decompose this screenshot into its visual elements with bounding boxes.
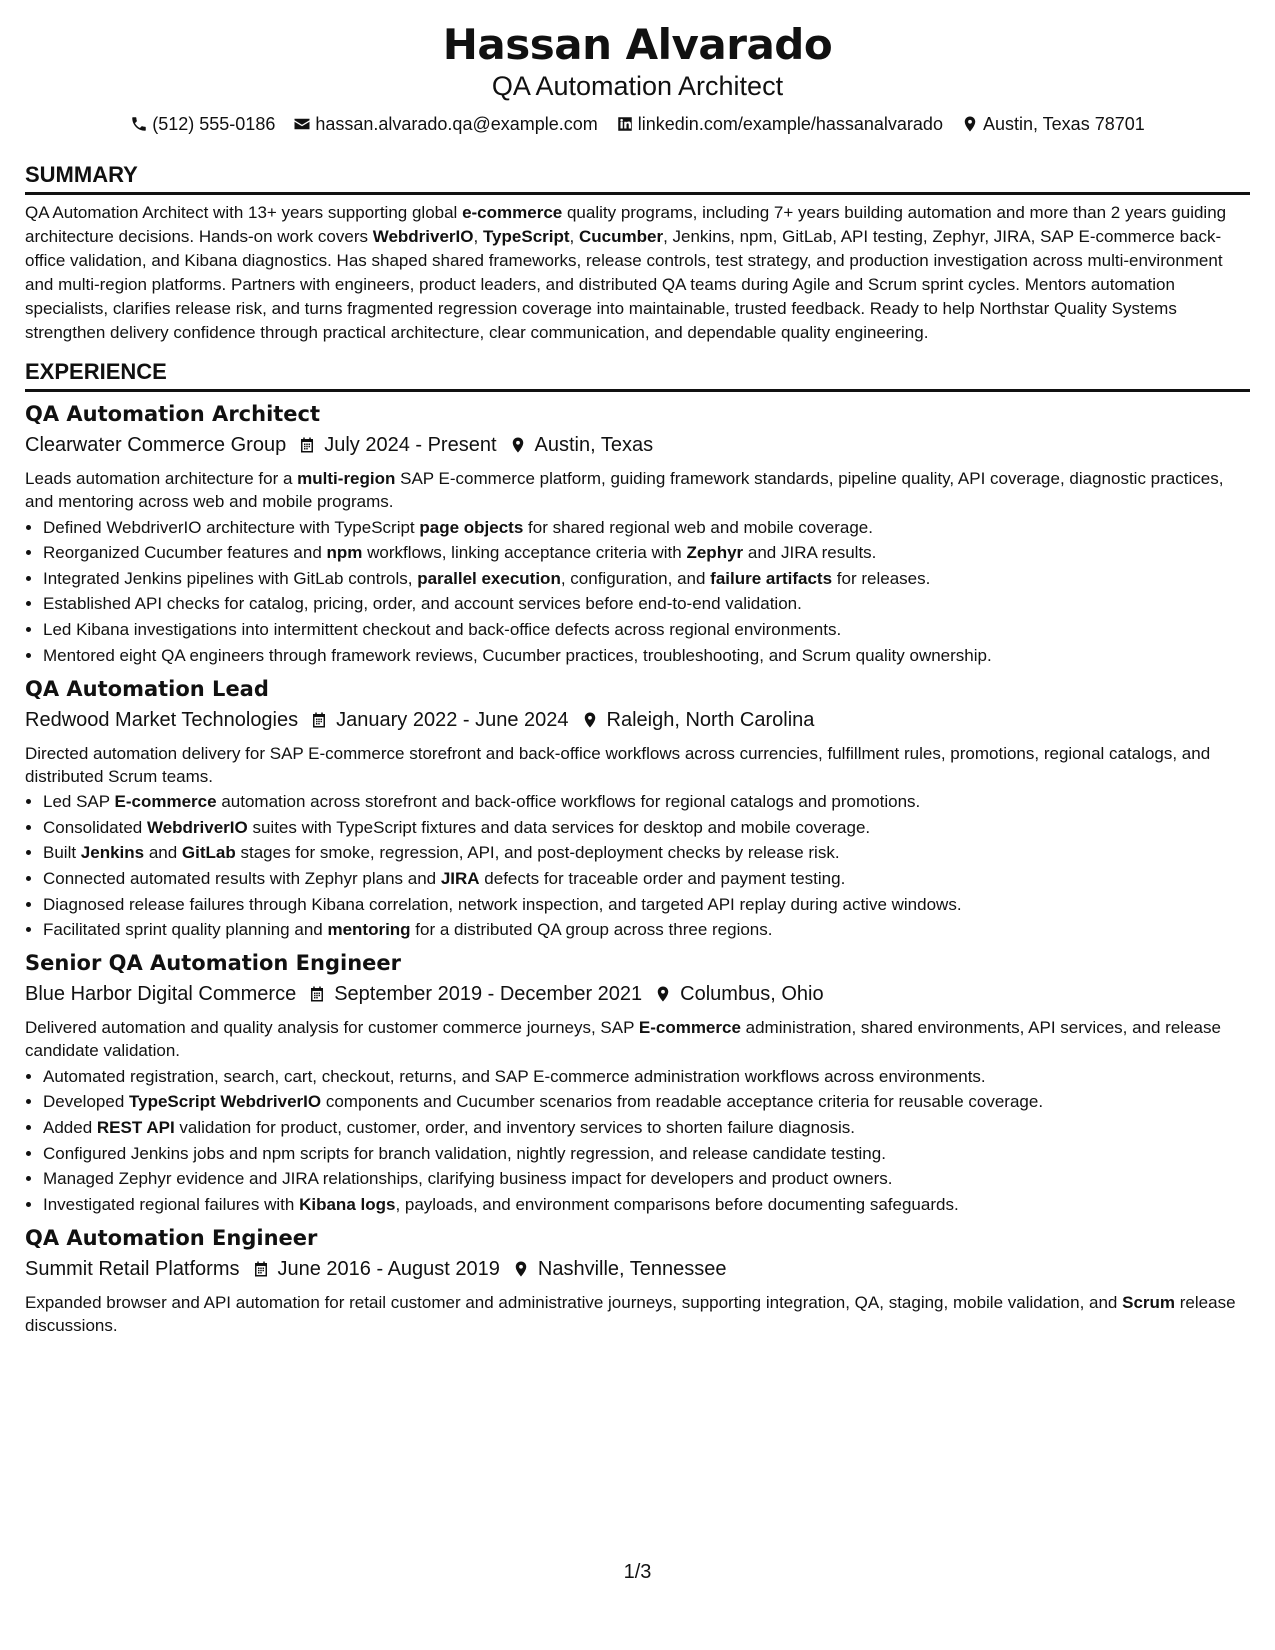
job-bullet: • Investigated regional failures with Kibana logs, payloads, and environment comparisons before documenting safeguards. — [43, 1193, 1250, 1216]
experience-heading: EXPERIENCE — [25, 359, 1250, 392]
job-bullet: • Configured Jenkins jobs and npm scripts for branch validation, nightly regression, and release candidate testing. — [43, 1142, 1250, 1165]
experience-entry — [25, 400, 1250, 667]
contact-email[interactable] — [293, 112, 597, 136]
job-location-text: Raleigh, North Carolina — [606, 708, 815, 731]
emphasis-text: multi-region — [297, 469, 396, 488]
job-meta — [25, 980, 1250, 1008]
candidate-name: Hassan Alvarado — [442, 20, 833, 69]
emphasis-text: WebdriverIO — [372, 227, 474, 246]
resume-page — [25, 20, 1250, 1337]
job-location — [509, 431, 654, 459]
job-bullet: • Led Kibana investigations into intermittent checkout and back-office defects across regional environments. — [43, 618, 1250, 641]
map-pin-icon — [512, 1260, 530, 1278]
job-description: Directed automation delivery for SAP E-commerce storefront and back-office workflows across currencies, fulfillment rules, promotions, regional catalogs, and distributed Scrum teams. — [25, 743, 1211, 786]
contact-phone — [130, 112, 275, 136]
job-title: QA Automation Lead — [25, 676, 269, 701]
emphasis-text: page objects — [419, 517, 524, 537]
job-dates — [308, 980, 642, 1008]
emphasis-text: TypeScript WebdriverIO — [129, 1092, 322, 1112]
job-bullet: • Diagnosed release failures through Kibana correlation, network inspection, and targeted API replay during active windows. — [43, 893, 1250, 916]
job-meta — [25, 431, 1250, 459]
emphasis-text: Zephyr — [686, 543, 744, 563]
job-dates — [298, 431, 496, 459]
emphasis-text: Jenkins — [80, 843, 145, 863]
calendar-icon — [252, 1260, 270, 1278]
emphasis-text: Kibana logs — [299, 1194, 396, 1214]
job-location-text: Austin, Texas — [534, 434, 654, 456]
job-dates-text: July 2024 - Present — [324, 434, 497, 456]
emphasis-text: TypeScript — [482, 227, 570, 246]
job-dates-text: June 2016 - August 2019 — [277, 1257, 500, 1280]
job-title: QA Automation Engineer — [25, 1225, 318, 1250]
job-meta — [25, 706, 1250, 734]
job-dates-text: September 2019 - December 2021 — [334, 983, 643, 1006]
calendar-icon — [310, 711, 328, 729]
emphasis-text: GitLab — [181, 843, 236, 863]
calendar-icon — [298, 436, 316, 454]
job-bullet: • Automated registration, search, cart, checkout, returns, and SAP E-commerce administration workflows across environments. — [43, 1065, 1250, 1088]
map-pin-icon — [961, 115, 979, 133]
emphasis-text: E-commerce — [114, 792, 217, 812]
job-bullet: • Reorganized Cucumber features and npm workflows, linking acceptance criteria with Zephyr and JIRA results. — [43, 541, 1250, 564]
job-description: Leads automation architecture for a multi-region SAP E-commerce platform, guiding framework standards, pipeline quality, API coverage, diagnostic practices, and mentoring across web and mobile programs. — [25, 469, 1224, 511]
job-bullet: • Integrated Jenkins pipelines with GitLab controls, parallel execution, configuration, and failure artifacts for releases. — [43, 567, 1250, 590]
job-bullets — [25, 1065, 1250, 1216]
envelope-icon — [293, 115, 311, 133]
company-name: Summit Retail Platforms — [25, 1257, 240, 1280]
job-description: Delivered automation and quality analysis for customer commerce journeys, SAP E-commerce administration, shared environments, API services, and release candidate validation. — [25, 1018, 1221, 1061]
emphasis-text: JIRA — [440, 868, 480, 888]
job-bullet: • Built Jenkins and GitLab stages for smoke, regression, API, and post-deployment checks by release risk. — [43, 841, 1250, 864]
emphasis-text: REST API — [96, 1117, 175, 1137]
job-bullet: • Led SAP E-commerce automation across storefront and back-office workflows for regional catalogs and promotions. — [43, 790, 1250, 813]
company-name: Blue Harbor Digital Commerce — [25, 983, 297, 1006]
job-location — [654, 980, 823, 1008]
emphasis-text: Scrum — [1122, 1292, 1176, 1312]
job-bullet: • Managed Zephyr evidence and JIRA relationships, clarifying business impact for developers and product owners. — [43, 1167, 1250, 1190]
job-meta — [25, 1255, 1250, 1283]
phone-text: (512) 555-0186 — [152, 114, 276, 134]
job-location-text: Nashville, Tennessee — [537, 1257, 727, 1280]
emphasis-text: parallel execution — [417, 568, 561, 588]
job-bullets — [25, 790, 1250, 941]
email-text[interactable]: hassan.alvarado.qa@example.com — [315, 114, 598, 134]
emphasis-text: E-commerce — [638, 1018, 741, 1038]
map-pin-icon — [509, 436, 527, 454]
summary-text: QA Automation Architect with 13+ years supporting global e-commerce quality programs, including 7+ years building automation and more than 2 years guiding architecture decisions. Hands-on work covers WebdriverIO, TypeScript, Cucumber, Jenkins, npm, GitLab, API testing, Zephyr, JIRA, SAP E-commerce back-office validation, and Kibana diagnostics. Has shaped shared frameworks, release controls, test strategy, and production investigation across multi-environment and multi-region platforms. Partners with engineers, product leaders, and distributed QA teams during Agile and Scrum sprint cycles. Mentors automation specialists, clarifies release risk, and turns fragmented regression coverage into maintainable, trusted feedback. Ready to help Northstar Quality Systems strengthen delivery confidence through practical architecture, clear communication, and dependable quality engineering. — [25, 203, 1227, 342]
page-number: 1/3 — [623, 1561, 652, 1583]
job-bullet: • Connected automated results with Zephyr plans and JIRA defects for traceable order and payment testing. — [43, 867, 1250, 890]
contact-location — [961, 112, 1145, 136]
job-location-text: Columbus, Ohio — [680, 983, 824, 1006]
contact-bar — [25, 112, 1250, 136]
job-description: Expanded browser and API automation for retail customer and administrative journeys, supporting integration, QA, staging, mobile validation, and Scrum release discussions. — [25, 1292, 1236, 1335]
job-bullet: • Defined WebdriverIO architecture with TypeScript page objects for shared regional web and mobile coverage. — [43, 516, 1250, 539]
experience-entry — [25, 949, 1250, 1216]
job-location — [512, 1255, 727, 1283]
job-bullet: • Added REST API validation for product, customer, order, and inventory services to shorten failure diagnosis. — [43, 1116, 1250, 1139]
experience-list — [25, 400, 1250, 1337]
location-text: Austin, Texas 78701 — [982, 114, 1145, 134]
linkedin-icon — [616, 115, 634, 133]
emphasis-text: mentoring — [327, 920, 411, 940]
company-name: Clearwater Commerce Group — [25, 434, 287, 456]
emphasis-text: WebdriverIO — [146, 817, 248, 837]
map-pin-icon — [654, 985, 672, 1003]
calendar-icon — [308, 985, 326, 1003]
job-location — [581, 706, 815, 734]
job-dates — [252, 1255, 500, 1283]
job-title: Senior QA Automation Engineer — [25, 951, 401, 976]
emphasis-text: failure artifacts — [710, 568, 833, 588]
job-dates-text: January 2022 - June 2024 — [336, 708, 569, 731]
job-title: QA Automation Architect — [25, 402, 321, 426]
map-pin-icon — [581, 711, 599, 729]
job-bullet: • Established API checks for catalog, pricing, order, and account services before end-to-end validation. — [43, 592, 1250, 615]
linkedin-text[interactable]: linkedin.com/example/hassanalvarado — [637, 114, 943, 134]
job-dates — [310, 706, 568, 734]
candidate-title: QA Automation Architect — [491, 71, 784, 101]
job-bullet: • Developed TypeScript WebdriverIO components and Cucumber scenarios from readable acceptance criteria for reusable coverage. — [43, 1090, 1250, 1113]
job-bullet: • Mentored eight QA engineers through framework reviews, Cucumber practices, troubleshooting, and Scrum quality ownership. — [43, 644, 1250, 667]
job-bullet: • Facilitated sprint quality planning and mentoring for a distributed QA group across three regions. — [43, 918, 1250, 941]
phone-icon — [130, 115, 148, 133]
summary-heading: SUMMARY — [25, 162, 1250, 195]
job-bullet: • Consolidated WebdriverIO suites with TypeScript fixtures and data services for desktop and mobile coverage. — [43, 816, 1250, 839]
emphasis-text: e-commerce — [462, 203, 563, 222]
company-name: Redwood Market Technologies — [25, 708, 299, 731]
contact-linkedin[interactable] — [616, 112, 943, 136]
experience-entry — [25, 1224, 1250, 1337]
job-bullets — [25, 516, 1250, 667]
emphasis-text: Cucumber — [578, 227, 664, 246]
experience-entry — [25, 675, 1250, 942]
emphasis-text: npm — [326, 543, 363, 563]
